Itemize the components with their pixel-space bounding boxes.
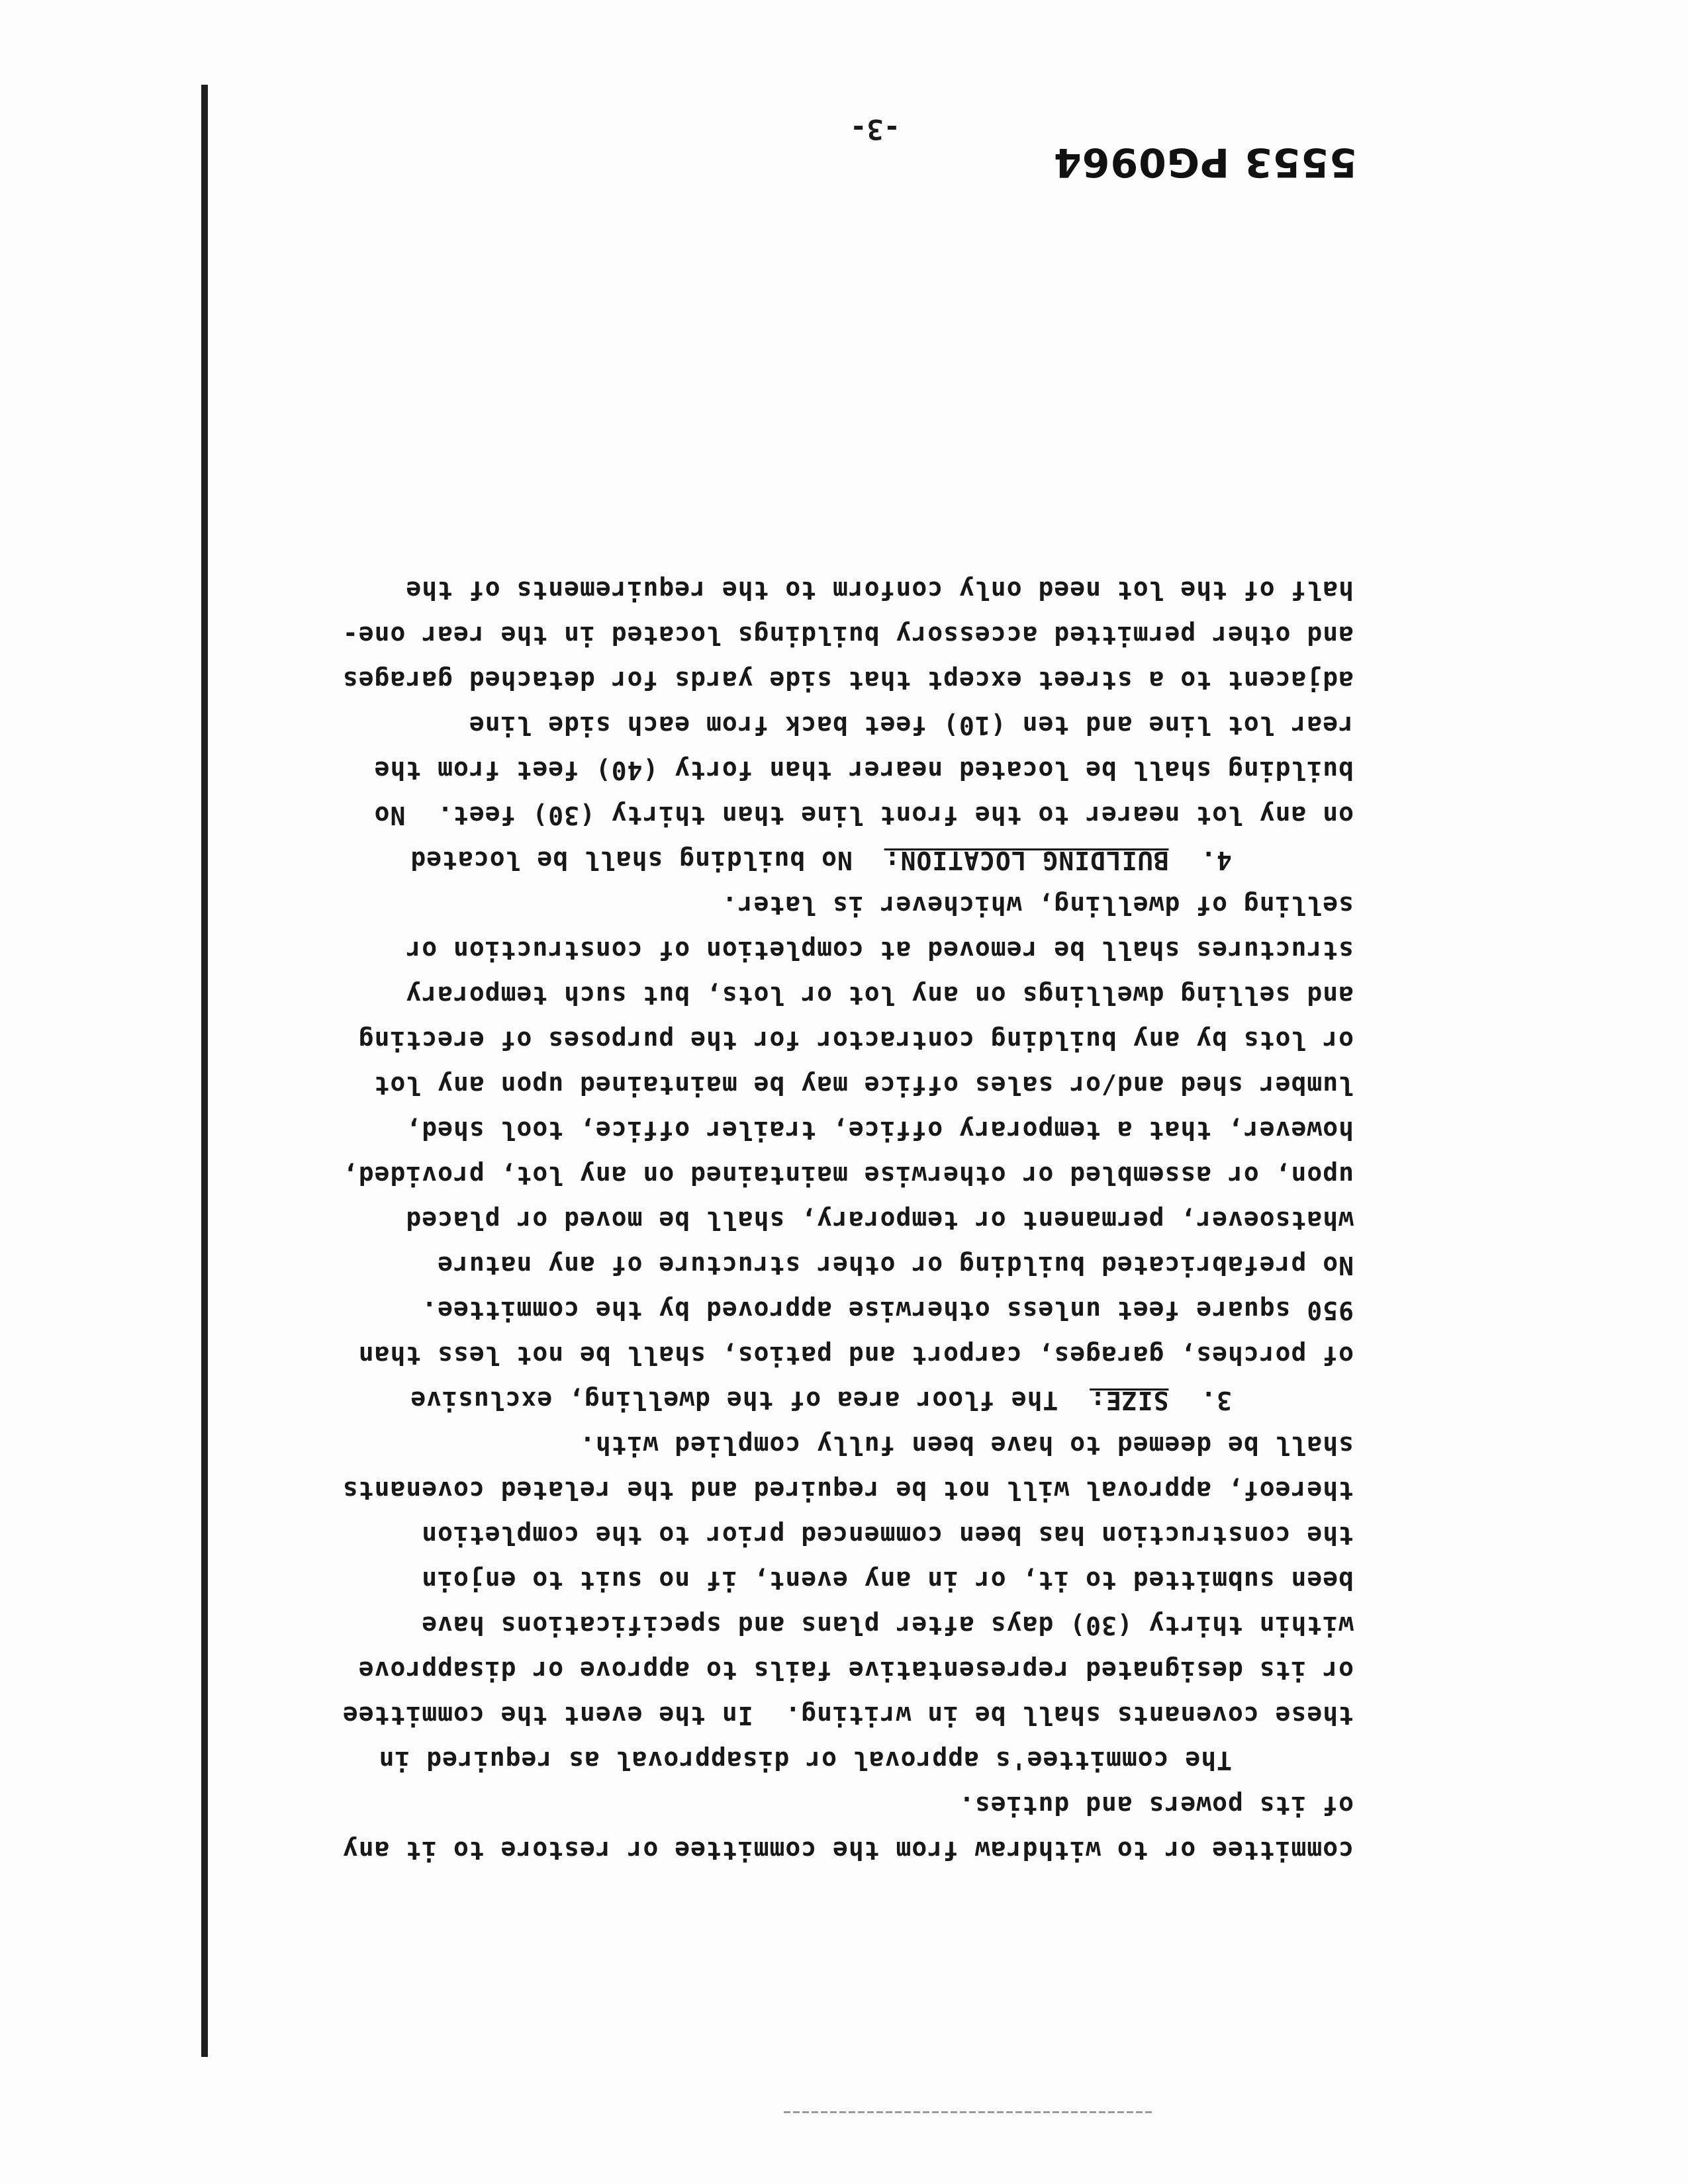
line-text: whatsoever, permanent or temporary, shall be moved or placed bbox=[405, 1206, 1354, 1235]
text-line bbox=[162, 1513, 1354, 1558]
section-heading: BUILDING LOCATION: bbox=[884, 846, 1169, 875]
text-line bbox=[162, 1108, 1354, 1153]
line-text: adjacent to a street except that side yards for detached garages bbox=[342, 666, 1354, 695]
line-text: rear lot line and ten (10) feet back from each side line bbox=[468, 711, 1354, 740]
text-line bbox=[162, 1558, 1354, 1603]
line-text: these covenants shall be in writing. In the event the committee bbox=[342, 1701, 1354, 1730]
text-line bbox=[162, 1198, 1354, 1243]
book-page-stamp: 5553 PG0964 bbox=[1053, 139, 1357, 185]
line-text: shall be deemed to have been fully complied with. bbox=[579, 1431, 1354, 1460]
text-line bbox=[162, 658, 1354, 703]
text-line bbox=[162, 1468, 1354, 1513]
line-text: No building shall be located bbox=[410, 846, 884, 875]
line-text: 950 square feet unless otherwise approved by the committee. bbox=[421, 1296, 1354, 1325]
line-text: lumber shed and/or sales office may be maintained upon any lot bbox=[373, 1071, 1354, 1100]
line-text: of porches, garages, carport and patios, shall be not less than bbox=[357, 1341, 1354, 1370]
line-text: structures shall be removed at completion of construction or bbox=[405, 936, 1354, 965]
line-text: selling of dwelling, whichever is later. bbox=[721, 891, 1354, 920]
text-line bbox=[162, 793, 1354, 838]
line-text: thereof, approval will not be required and the related covenants bbox=[342, 1476, 1354, 1505]
section-number: 4. bbox=[1168, 846, 1232, 875]
line-text: on any lot nearer to the front line than thirty (30) feet. No bbox=[373, 801, 1354, 830]
text-line bbox=[162, 1333, 1354, 1378]
text-line bbox=[162, 883, 1354, 928]
text-line bbox=[162, 1378, 1354, 1423]
line-text: or its designated representative fails to approve or disapprove bbox=[357, 1656, 1354, 1685]
line-text: the construction has been commenced prior to the completion bbox=[421, 1521, 1354, 1550]
line-text: The floor area of the dwelling, exclusive bbox=[410, 1386, 1090, 1415]
line-text: and selling dwellings on any lot or lots, but such temporary bbox=[405, 981, 1354, 1010]
text-line bbox=[162, 1693, 1354, 1738]
text-line bbox=[162, 1648, 1354, 1693]
text-line bbox=[162, 1738, 1354, 1783]
scan-edge-bar bbox=[201, 85, 208, 2057]
text-line bbox=[162, 1783, 1354, 1828]
line-text: however, that a temporary office, trailer office, tool shed, bbox=[405, 1116, 1354, 1145]
text-line bbox=[162, 1288, 1354, 1333]
line-text: and other permitted accessory buildings located in the rear one- bbox=[342, 621, 1354, 650]
line-text: upon, or assembled or otherwise maintained on any lot, provided, bbox=[342, 1161, 1354, 1190]
text-line bbox=[162, 1423, 1354, 1468]
line-text: building shall be located nearer than forty (40) feet from the bbox=[373, 756, 1354, 785]
text-line bbox=[162, 1828, 1354, 1873]
line-text: of its powers and duties. bbox=[959, 1791, 1354, 1820]
text-line bbox=[162, 703, 1354, 748]
text-line bbox=[162, 928, 1354, 973]
line-text: within thirty (30) days after plans and specifications have bbox=[421, 1611, 1354, 1640]
document-body bbox=[162, 568, 1354, 1873]
text-line bbox=[162, 748, 1354, 793]
text-line bbox=[162, 1018, 1354, 1063]
text-line bbox=[162, 1243, 1354, 1288]
text-line bbox=[162, 973, 1354, 1018]
line-text: No prefabricated building or other structure of any nature bbox=[437, 1251, 1354, 1280]
text-line bbox=[162, 1603, 1354, 1648]
line-text: half of the lot need only conform to the requirements of the bbox=[405, 576, 1354, 605]
line-text: The committee's approval or disapproval as required in bbox=[378, 1746, 1232, 1775]
text-line bbox=[162, 1063, 1354, 1108]
text-line bbox=[162, 568, 1354, 613]
text-line bbox=[162, 613, 1354, 658]
page-header bbox=[0, 106, 1688, 185]
section-heading: SIZE: bbox=[1090, 1386, 1169, 1415]
line-text: or lots by any building contractor for the purposes of erecting bbox=[357, 1026, 1354, 1055]
text-line bbox=[162, 1153, 1354, 1198]
scan-rule bbox=[781, 2111, 1152, 2113]
line-text: been submitted to it, or in any event, if no suit to enjoin bbox=[421, 1566, 1354, 1595]
page-number: -3- bbox=[850, 113, 900, 146]
text-line bbox=[162, 838, 1354, 883]
section-number: 3. bbox=[1168, 1386, 1232, 1415]
line-text: committee or to withdraw from the committee or restore to it any bbox=[342, 1836, 1354, 1865]
